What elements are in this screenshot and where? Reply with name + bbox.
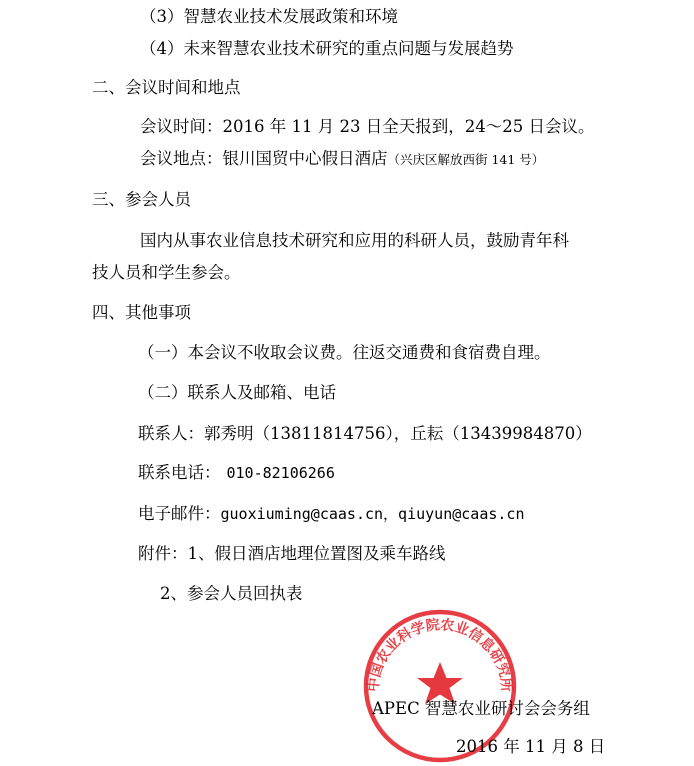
meeting-place [140,148,544,171]
section-heading-time-place: 二、会议时间和地点 [92,78,241,97]
meeting-place-note: （兴庆区解放西街 141 号） [387,152,545,167]
contact-heading: （二）联系人及邮箱、电话 [138,383,336,402]
fee-notice: （一）本会议不收取会议费。往返交通费和食宿费自理。 [138,343,551,362]
topic-item-3: （3）智慧农业技术发展政策和环境 [140,7,398,26]
contact-email-value: guoxiuming@caas.cn，qiuyun@caas.cn [220,505,525,523]
contact-person [138,423,592,445]
attachment-1: 附件：1、假日酒店地理位置图及乘车路线 [138,544,446,563]
seal-ring-text: 中国农业科学院农业信息研究所 [365,617,515,693]
signature-date: 2016 年 11 月 8 日 [456,737,606,756]
topic-item-4: （4）未来智慧农业技术研究的重点问题与发展趋势 [140,39,514,58]
contact-email [138,503,525,525]
attendees-line-2: 技人员和学生参会。 [92,263,241,282]
contact-person-label: 联系人： [138,424,204,443]
attendees-line-1: 国内从事农业信息技术研究和应用的科研人员，鼓励青年科 [140,231,569,250]
section-heading-other: 四、其他事项 [92,303,191,322]
meeting-time: 会议时间：2016 年 11 月 23 日全天报到，24～25 日会议。 [140,117,595,136]
contact-phone-value: 010-82106266 [226,464,335,482]
attachment-2: 2、参会人员回执表 [160,584,303,603]
organizer-signature: APEC 智慧农业研讨会会务组 [372,699,590,718]
contact-phone [138,462,335,484]
contact-phone-label: 联系电话： [138,463,221,482]
contact-person-value: 郭秀明（13811814756），丘耘（13439984870） [204,424,592,443]
section-heading-attendees: 三、参会人员 [92,190,191,209]
meeting-place-label: 会议地点：银川国贸中心假日酒店 [140,149,388,168]
contact-email-label: 电子邮件： [138,504,221,523]
